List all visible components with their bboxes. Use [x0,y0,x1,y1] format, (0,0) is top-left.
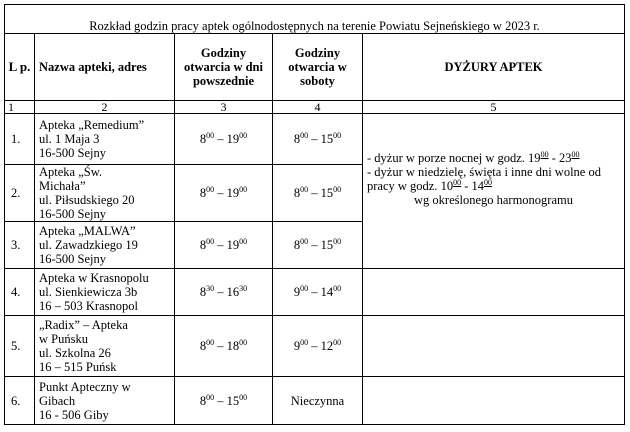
saturday-hours [273,222,363,269]
duty-empty-cell [363,377,625,425]
hour-separator: – [308,339,321,353]
minute-open: 00 [300,237,309,246]
address-line: 16 – 515 Puńsk [39,360,117,374]
hour-separator: – [308,186,321,200]
hour-close: 19 [226,186,240,200]
address-line: Apteka „MALWA” [39,224,136,238]
address-line: 16-500 Sejny [39,207,107,221]
minute-open: 00 [206,237,215,246]
duty-holiday-line: - dyżur w niedzielę, święta i inne dni wolne od [367,165,601,179]
hour-open: 8 [199,393,207,408]
column-number: 5 [363,101,625,114]
hour-close: 16 [226,285,240,299]
pharmacy-name-address [35,165,175,222]
minute-open: 00 [206,392,215,402]
hour-open: 9 [293,285,301,299]
weekday-hours [175,222,273,269]
address-line: Gibach [39,393,76,408]
minute-open: 00 [300,284,309,293]
minute-close: 00 [239,237,248,246]
hour-open: 8 [293,238,301,252]
hour-separator: – [214,393,227,408]
pharmacy-name-address [35,377,175,425]
address-line: ul. Szkolna 26 [39,346,111,360]
column-number: 2 [35,101,175,114]
address-line: 16 - 506 Giby [39,407,109,422]
address-line: „Radix” – Apteka [39,318,128,332]
column-number: 3 [175,101,273,114]
duty-hours-line: pracy w godz. $10^{00} - 14^{00}$ [367,178,493,193]
minute-open: 00 [300,338,309,347]
hour-separator: – [214,285,227,299]
hour-close: 15 [320,132,334,146]
hour-close: 19 [226,238,240,252]
address-line: Apteka „Remedium” [39,118,145,132]
minute-close: 00 [239,131,248,140]
saturday-hours [273,114,363,165]
pharmacy-name-address [35,269,175,316]
header-duty: DYŻURY APTEK [363,34,625,101]
hour-open: 8 [199,238,207,252]
hour-separator: – [214,339,227,353]
minute-close: 30 [239,284,248,293]
hour-separator: – [308,132,321,146]
saturday-hours [273,269,363,316]
hour-open: 8 [199,132,207,146]
hour-separator: – [214,238,227,252]
column-number: 4 [273,101,363,114]
weekday-hours [175,269,273,316]
table-row [5,377,625,425]
minute-open: 00 [300,185,309,194]
address-line: ul. 1 Maja 3 [39,132,100,146]
saturday-hours [273,165,363,222]
hour-open: 8 [293,186,301,200]
minute-open: 00 [300,131,309,140]
saturday-hours [273,316,363,377]
weekday-hours [175,316,273,377]
pharmacy-schedule-table [4,4,625,425]
minute-close: 00 [239,185,248,194]
duty-night-line: - dyżur w porze nocnej w godz. $19^{00} - 23^{00}$ [367,150,580,165]
pharmacy-name-address [35,222,175,269]
hour-separator: – [214,186,227,200]
address-line: Apteka w Krasnopolu [39,271,149,285]
address-line: Punkt Apteczny w [39,379,131,394]
minute-open: 30 [206,284,215,293]
saturday-hours: Nieczynna [273,377,363,425]
hour-open: 8 [199,339,207,353]
row-number: 3. [5,222,35,269]
header-name: Nazwa apteki, adres [35,34,175,101]
table-row [5,269,625,316]
header-lp: L p. [5,34,35,101]
duty-empty-cell [363,269,625,316]
hour-separator: – [214,132,227,146]
hour-close: 14 [320,285,334,299]
duty-empty-cell [363,316,625,377]
address-line: Apteka „Św. [39,165,103,179]
header-weekdays: Godziny otwarcia w dni powszednie [175,34,273,101]
duty-schedule-line: wg określonego harmonogramu [414,193,573,207]
hour-close: 15 [320,186,334,200]
minute-open: 00 [206,185,215,194]
minute-close: 00 [333,284,342,293]
address-line: w Puńsku [39,332,88,346]
weekday-hours [175,114,273,165]
column-number: 1 [5,101,35,114]
header-saturdays: Godziny otwarcia w soboty [273,34,363,101]
hour-open: 8 [199,285,207,299]
minute-open: 00 [206,131,215,140]
pharmacy-name-address [35,316,175,377]
weekday-hours [175,377,273,425]
hour-close: 15 [226,393,240,408]
address-line: ul. Piłsudskiego 20 [39,193,135,207]
address-line: ul. Zawadzkiego 19 [39,238,138,252]
duty-info [363,114,625,269]
address-line: 16-500 Sejny [39,252,107,266]
row-number: 4. [5,269,35,316]
hour-open: 8 [293,132,301,146]
minute-close: 00 [333,185,342,194]
hour-separator: – [308,238,321,252]
hour-close: 18 [226,339,240,353]
minute-close: 00 [333,338,342,347]
minute-close: 00 [333,237,342,246]
row-number: 1. [5,114,35,165]
minute-close: 00 [239,392,248,402]
header-row [5,34,625,101]
address-line: Michała” [39,179,86,193]
title-row [5,5,625,34]
row-number: 2. [5,165,35,222]
table-row [5,316,625,377]
row-number: 6. [5,377,35,425]
hour-close: 15 [320,238,334,252]
row-number: 5. [5,316,35,377]
minute-open: 00 [206,338,215,347]
address-line: ul. Sienkiewicza 3b [39,285,138,299]
weekday-hours [175,165,273,222]
hour-separator: – [308,285,321,299]
table-row [5,114,625,165]
address-line: 16 – 503 Krasnopol [39,299,138,313]
address-line: 16-500 Sejny [39,146,107,160]
hour-open: 9 [293,339,301,353]
pharmacy-name-address [35,114,175,165]
column-number-row [5,101,625,114]
hour-close: 19 [226,132,240,146]
minute-close: 00 [333,131,342,140]
hour-open: 8 [199,186,207,200]
hour-close: 12 [320,339,334,353]
table-title: Rozkład godzin pracy aptek ogólnodostępnych na terenie Powiatu Sejneńskiego w 2023 r. [5,5,625,34]
minute-close: 00 [239,338,248,347]
